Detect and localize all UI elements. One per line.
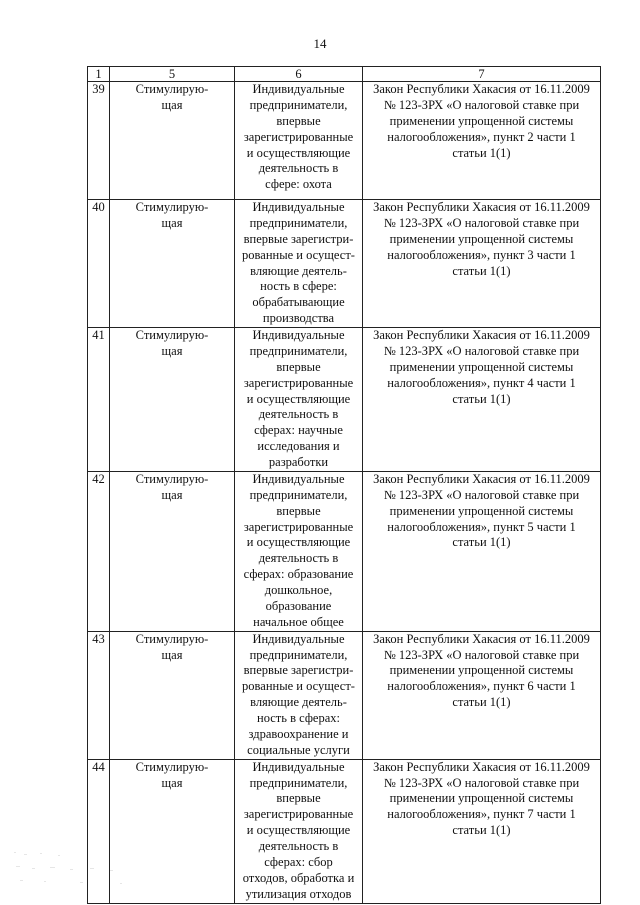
legal-basis-line: № 123-ЗРХ «О налоговой ставке при [383, 215, 580, 230]
taxpayer-category-line: впервые зарегистри- [243, 663, 354, 678]
legal-basis-cell [363, 471, 601, 631]
taxpayer-category-line: ность в сфере: [260, 279, 337, 294]
taxpayer-category-line: предприниматели, [249, 343, 348, 358]
taxpayer-category-line: сфере: охота [265, 177, 332, 192]
column-header: 1 [88, 67, 110, 82]
row-number-cell: 43 [88, 631, 110, 759]
legal-basis-line: налогообложения», пункт 5 части 1 [387, 519, 576, 534]
legal-basis-line: применении упрощенной системы [389, 791, 574, 806]
taxpayer-category-cell [235, 471, 363, 631]
taxpayer-category-line: Индивидуальные [252, 200, 345, 214]
legal-basis-line: применении упрощенной системы [389, 359, 574, 374]
row-number-cell: 41 [88, 328, 110, 472]
taxpayer-category-line: предприниматели, [249, 647, 348, 662]
taxpayer-category-line: впервые [276, 113, 321, 128]
taxpayer-category-line: Индивидуальные [252, 82, 345, 96]
page-number: 14 [313, 36, 327, 51]
benefit-type-line: Стимулирую- [135, 328, 209, 342]
legal-basis-line: № 123-ЗРХ «О налоговой ставке при [383, 343, 580, 358]
taxpayer-category-line: и осуществляющие [246, 535, 351, 550]
benefit-type-line: Стимулирую- [135, 759, 209, 774]
table-row [88, 328, 601, 472]
legal-basis-line: Закон Республики Хакасия от 16.11.2009 [373, 200, 590, 214]
legal-basis-line: Закон Республики Хакасия от 16.11.2009 [373, 759, 590, 774]
benefit-type-cell [110, 471, 235, 631]
benefit-type-line: Стимулирую- [135, 471, 209, 486]
row-number-cell: 39 [88, 82, 110, 200]
legal-basis-line: № 123-ЗРХ «О налоговой ставке при [383, 775, 580, 790]
taxpayer-category-line: зарегистрированные [243, 519, 354, 534]
taxpayer-category-line: дошкольное, [264, 583, 333, 597]
benefit-type-cell [110, 631, 235, 759]
legal-basis-line: статьи 1(1) [452, 391, 511, 406]
taxpayer-category-line: деятельность в [258, 839, 339, 853]
legal-basis-line: статьи 1(1) [452, 263, 511, 278]
taxpayer-category-cell [235, 200, 363, 328]
taxpayer-category-line: разработки [268, 455, 329, 469]
legal-basis-line: № 123-ЗРХ «О налоговой ставке при [383, 487, 580, 502]
benefit-type-line: щая [161, 97, 183, 112]
taxpayer-category-line: зарегистрированные [243, 807, 354, 822]
legal-basis-line: Закон Республики Хакасия от 16.11.2009 [373, 328, 590, 342]
taxpayer-category-line: производства [262, 311, 335, 326]
taxpayer-category-line: обрабатывающие [252, 295, 345, 310]
legal-basis-line: статьи 1(1) [452, 823, 511, 838]
legal-basis-line: Закон Республики Хакасия от 16.11.2009 [373, 631, 590, 646]
taxpayer-category-line: деятельность в [258, 407, 339, 422]
taxpayer-category-line: и осуществляющие [246, 391, 351, 406]
column-header: 5 [110, 67, 235, 82]
taxpayer-category-line: предприниматели, [249, 215, 348, 230]
table-row [88, 200, 601, 328]
legal-basis-line: № 123-ЗРХ «О налоговой ставке при [383, 647, 580, 662]
table-header-row [88, 67, 601, 82]
taxpayer-category-line: деятельность в [258, 161, 339, 176]
taxpayer-category-line: утилизация отходов [245, 886, 352, 901]
legal-basis-line: применении упрощенной системы [389, 503, 574, 518]
taxpayer-category-cell [235, 759, 363, 903]
taxpayer-category-line: отходов, обработка и [242, 870, 355, 885]
legal-basis-line: Закон Республики Хакасия от 16.11.2009 [373, 82, 590, 96]
legal-basis-line: статьи 1(1) [452, 695, 511, 710]
scan-artifact [10, 848, 140, 888]
benefit-type-line: щая [161, 487, 183, 502]
benefit-type-line: Стимулирую- [135, 631, 209, 646]
legal-basis-cell [363, 82, 601, 200]
taxpayer-category-line: Индивидуальные [252, 471, 345, 486]
legal-basis-line: налогообложения», пункт 7 части 1 [387, 807, 576, 822]
table-row [88, 82, 601, 200]
legal-basis-line: налогообложения», пункт 3 части 1 [387, 247, 576, 262]
taxpayer-category-line: впервые [276, 791, 321, 806]
legal-basis-line: применении упрощенной системы [389, 113, 574, 128]
benefit-type-line: щая [161, 775, 183, 790]
taxpayer-category-line: Индивидуальные [252, 328, 345, 342]
benefit-type-line: щая [161, 343, 183, 358]
taxpayer-category-line: впервые зарегистри- [243, 231, 354, 246]
legal-basis-line: статьи 1(1) [452, 535, 511, 550]
legal-basis-line: налогообложения», пункт 6 части 1 [387, 679, 576, 694]
taxpayer-category-line: предприниматели, [249, 97, 348, 112]
taxpayer-category-line: зарегистрированные [243, 129, 354, 144]
row-number-cell: 42 [88, 471, 110, 631]
legal-basis-line: применении упрощенной системы [389, 231, 574, 246]
taxpayer-category-line: предприниматели, [249, 775, 348, 790]
benefit-type-cell [110, 328, 235, 472]
legal-basis-line: применении упрощенной системы [389, 663, 574, 678]
taxpayer-category-cell [235, 328, 363, 472]
taxpayer-category-line: ность в сферах: [257, 711, 340, 725]
taxpayer-category-line: образование [265, 598, 332, 613]
taxpayer-category-cell [235, 631, 363, 759]
benefit-type-line: щая [161, 215, 183, 230]
legal-basis-line: налогообложения», пункт 4 части 1 [387, 375, 576, 390]
benefit-type-cell [110, 82, 235, 200]
legal-basis-line: налогообложения», пункт 2 части 1 [387, 129, 576, 144]
taxpayer-category-line: начальное общее [253, 614, 344, 629]
legal-basis-cell [363, 759, 601, 903]
legal-basis-cell [363, 631, 601, 759]
legal-basis-line: № 123-ЗРХ «О налоговой ставке при [383, 97, 580, 112]
column-header: 7 [363, 67, 601, 82]
taxpayer-category-line: деятельность в [258, 551, 339, 566]
benefit-type-cell [110, 200, 235, 328]
benefit-type-line: Стимулирую- [135, 82, 209, 96]
tax-benefits-table [87, 66, 601, 904]
taxpayer-category-line: здравоохранение и [248, 726, 349, 741]
taxpayer-category-line: вляющие деятель- [250, 695, 347, 710]
table-row [88, 759, 601, 903]
taxpayer-category-line: социальные услуги [247, 742, 350, 757]
taxpayer-category-line: рованные и осущест- [242, 679, 355, 694]
taxpayer-category-line: и осуществляющие [246, 145, 351, 160]
taxpayer-category-cell [235, 82, 363, 200]
table-row [88, 631, 601, 759]
legal-basis-cell [363, 328, 601, 472]
legal-basis-cell [363, 200, 601, 328]
benefit-type-line: Стимулирую- [135, 200, 209, 214]
taxpayer-category-line: сферах: научные [254, 423, 343, 438]
legal-basis-line: статьи 1(1) [452, 145, 511, 160]
legal-basis-line: Закон Республики Хакасия от 16.11.2009 [373, 471, 590, 486]
taxpayer-category-line: и осуществляющие [246, 823, 351, 838]
taxpayer-category-line: рованные и осущест- [242, 247, 355, 262]
taxpayer-category-line: впервые [276, 503, 321, 518]
taxpayer-category-line: сферах: сбор [264, 854, 333, 869]
row-number-cell: 40 [88, 200, 110, 328]
taxpayer-category-line: впервые [276, 359, 321, 374]
taxpayer-category-line: вляющие деятель- [250, 263, 347, 278]
taxpayer-category-line: сферах: образование [243, 567, 354, 582]
row-number-cell: 44 [88, 759, 110, 903]
column-header: 6 [235, 67, 363, 82]
taxpayer-category-line: Индивидуальные [252, 631, 345, 646]
taxpayer-category-line: исследования и [257, 439, 340, 454]
benefit-type-line: щая [161, 647, 183, 662]
taxpayer-category-line: зарегистрированные [243, 375, 354, 390]
table-row [88, 471, 601, 631]
taxpayer-category-line: предприниматели, [249, 487, 348, 502]
taxpayer-category-line: Индивидуальные [252, 759, 345, 774]
